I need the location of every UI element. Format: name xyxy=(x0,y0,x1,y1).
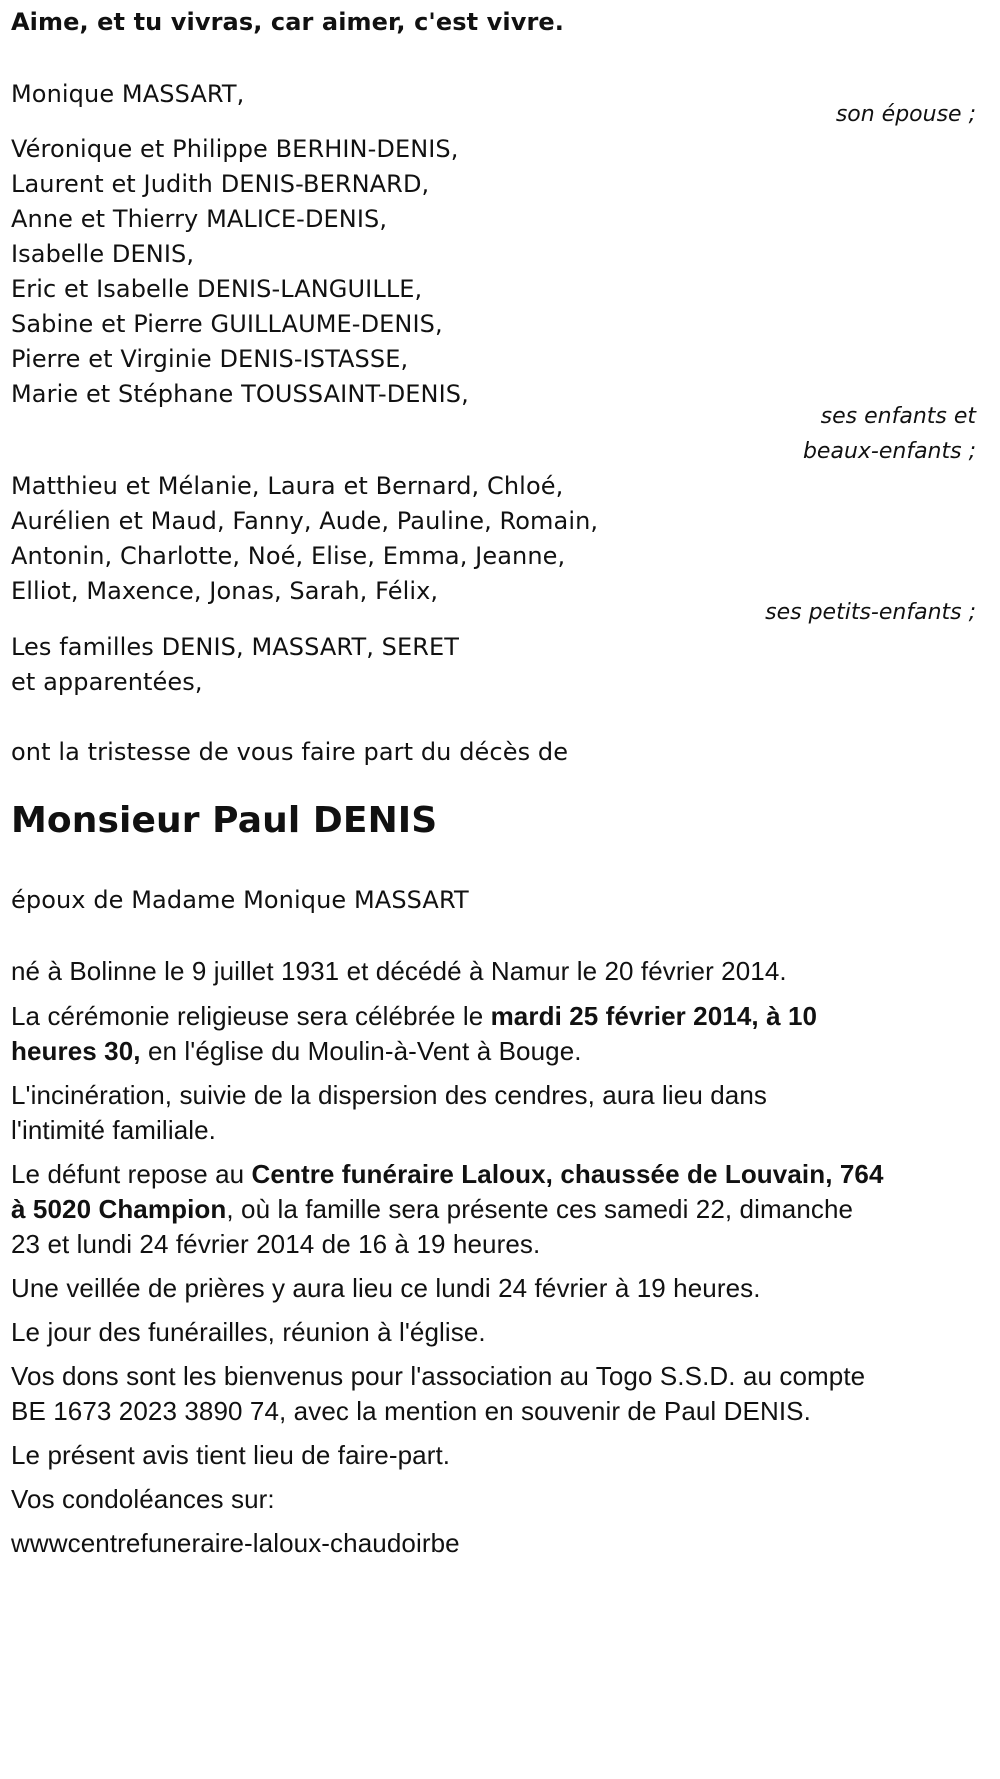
notice-text: Le présent avis tient lieu de faire-part. xyxy=(11,1440,451,1470)
families-line2: et apparentées, xyxy=(11,668,203,696)
grandchild-entry: Elliot, Maxence, Jonas, Sarah, Félix, xyxy=(11,577,439,605)
ceremony-line1 xyxy=(11,1001,817,1032)
incineration-line1: L'incinération, suivie de la dispersion des cendres, aura lieu dans xyxy=(11,1080,768,1110)
visiting-days: , où la famille sera présente ces samedi 22, dimanche xyxy=(226,1194,854,1224)
child-entry: Marie et Stéphane TOUSSAINT-DENIS, xyxy=(11,380,469,408)
child-entry: Anne et Thierry MALICE-DENIS, xyxy=(11,205,388,233)
vigil-info: Une veillée de prières y aura lieu ce lundi 24 février à 19 heures. xyxy=(11,1273,761,1303)
child-entry: Véronique et Philippe BERHIN-DENIS, xyxy=(11,135,459,163)
condolences-url[interactable]: wwwcentrefuneraire-laloux-chaudoirbe xyxy=(11,1528,460,1558)
condolences-label: Vos condoléances sur: xyxy=(11,1484,275,1514)
funeral-center-address: Centre funéraire Laloux, chaussée de Louvain, 764 xyxy=(251,1159,884,1189)
child-entry: Pierre et Virginie DENIS-ISTASSE, xyxy=(11,345,409,373)
children-role-line1: ses enfants et xyxy=(820,404,976,429)
child-entry: Isabelle DENIS, xyxy=(11,240,195,268)
grandchildren-role: ses petits-enfants ; xyxy=(765,600,976,625)
rest-line2 xyxy=(11,1194,853,1225)
rest-line1 xyxy=(11,1159,884,1190)
epigraph-quote: Aime, et tu vivras, car aimer, c'est vivre. xyxy=(11,8,564,36)
grandchild-entry: Aurélien et Maud, Fanny, Aude, Pauline, Romain, xyxy=(11,507,599,535)
incineration-line2: l'intimité familiale. xyxy=(11,1115,217,1145)
families-line1: Les familles DENIS, MASSART, SERET xyxy=(11,633,460,661)
ceremony-date: mardi 25 février 2014, à 10 xyxy=(490,1001,818,1031)
child-entry: Laurent et Judith DENIS-BERNARD, xyxy=(11,170,430,198)
children-role-line2: beaux-enfants ; xyxy=(802,439,976,464)
ceremony-line2 xyxy=(11,1036,582,1067)
spouse-role: son épouse ; xyxy=(835,102,976,127)
child-entry: Eric et Isabelle DENIS-LANGUILLE, xyxy=(11,275,423,303)
spouse-name: Monique MASSART, xyxy=(11,80,245,108)
ceremony-intro: La cérémonie religieuse sera célébrée le xyxy=(11,1001,491,1031)
rest-line3: 23 et lundi 24 février 2014 de 16 à 19 heures. xyxy=(11,1229,541,1259)
grandchild-entry: Antonin, Charlotte, Noé, Elise, Emma, Jeanne, xyxy=(11,542,566,570)
grandchild-entry: Matthieu et Mélanie, Laura et Bernard, Chloé, xyxy=(11,472,564,500)
announcement-text: ont la tristesse de vous faire part du décès de xyxy=(11,738,569,766)
funeral-center-city: à 5020 Champion xyxy=(11,1194,227,1224)
deceased-name: Monsieur Paul DENIS xyxy=(11,800,438,841)
donations-line1: Vos dons sont les bienvenus pour l'association au Togo S.S.D. au compte xyxy=(11,1361,866,1391)
child-entry: Sabine et Pierre GUILLAUME-DENIS, xyxy=(11,310,443,338)
birth-death-info: né à Bolinne le 9 juillet 1931 et décédé à Namur le 20 février 2014. xyxy=(11,956,787,986)
ceremony-place: en l'église du Moulin-à-Vent à Bouge. xyxy=(140,1036,582,1066)
donations-line2: BE 1673 2023 3890 74, avec la mention en souvenir de Paul DENIS. xyxy=(11,1396,811,1426)
rest-intro: Le défunt repose au xyxy=(11,1159,252,1189)
ceremony-time: heures 30, xyxy=(11,1036,141,1066)
funeral-day-info: Le jour des funérailles, réunion à l'église. xyxy=(11,1317,486,1347)
deceased-spouse-of: époux de Madame Monique MASSART xyxy=(11,886,469,914)
